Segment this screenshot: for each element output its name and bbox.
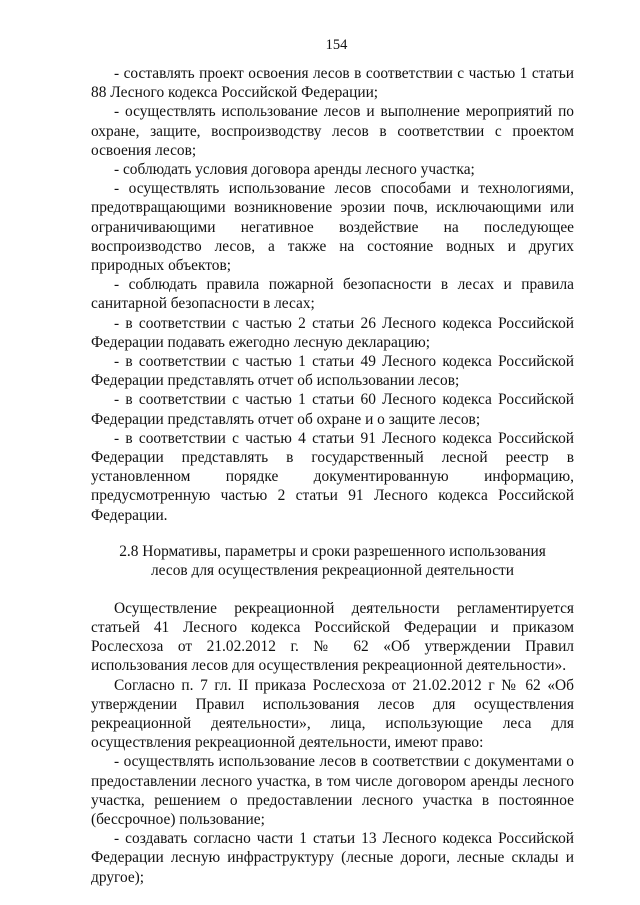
list-item: - в соответствии с частью 1 статьи 49 Лесного кодекса Российской Федерации представлять отчет об использовании лесов; — [91, 353, 574, 390]
list-item: - создавать согласно части 1 статьи 13 Лесного кодекса Российской Федерации лесную инфраструктуру (лесные дороги, лесные склады и другое); — [91, 830, 574, 886]
list-item: - в соответствии с частью 4 статьи 91 Лесного кодекса Российской Федерации представлять в государственный лесной реестр в установленном порядке документированную информацию, предусмотренную частью 2 статьи 91 Лесного кодекса Российской Федерации. — [91, 429, 574, 524]
section-body — [91, 599, 574, 887]
page-number: 154 — [325, 37, 348, 53]
section-heading-line: лесов для осуществления рекреационной деятельности — [150, 562, 515, 580]
obligations-list — [91, 64, 574, 525]
section-heading — [91, 542, 574, 581]
body-paragraph: Осуществление рекреационной деятельности регламентируется статьей 41 Лесного кодекса Российской Федерации и приказом Рослесхоза от 21.02.2012 г. № 62 «Об утверждении Правил использования лесов для осуществления рекреационной деятельности». — [91, 599, 574, 675]
list-item: - в соответствии с частью 1 статьи 60 Лесного кодекса Российской Федерации представлять отчет об охране и о защите лесов; — [91, 391, 574, 428]
list-item: - осуществлять использование лесов в соответствии с документами о предоставлении лесного участка, в том числе договором аренды лесного участка, решением о предоставлении лесного участка в постоянное (бессрочное) пользование; — [91, 753, 574, 828]
list-item: - составлять проект освоения лесов в соответствии с частью 1 статьи 88 Лесного кодекса Российской Федерации; — [91, 65, 574, 102]
list-item: - в соответствии с частью 2 статьи 26 Лесного кодекса Российской Федерации подавать ежегодно лесную декларацию; — [91, 314, 574, 351]
list-item: - осуществлять использование лесов способами и технологиями, предотвращающими возникновение эрозии почв, исключающими или ограничивающими негативное воздействие на последующее воспроизводство лесов, а также на состояние водных и других природных объектов; — [91, 180, 574, 275]
list-item: - осуществлять использование лесов и выполнение мероприятий по охране, защите, воспроизводству лесов в соответствии с проектом освоения лесов; — [91, 103, 574, 159]
list-item: - соблюдать условия договора аренды лесного участка; — [114, 161, 475, 179]
section-heading-line: 2.8 Нормативы, параметры и сроки разрешенного использования — [119, 542, 546, 560]
list-item: - соблюдать правила пожарной безопасности в лесах и правила санитарной безопасности в лесах; — [91, 276, 574, 313]
body-paragraph: Согласно п. 7 гл. II приказа Рослесхоза от 21.02.2012 г № 62 «Об утверждении Правил использования лесов для осуществления рекреационной деятельности», лица, использующие леса для осуществления рекреационной деятельности, имеют право: — [91, 676, 574, 752]
